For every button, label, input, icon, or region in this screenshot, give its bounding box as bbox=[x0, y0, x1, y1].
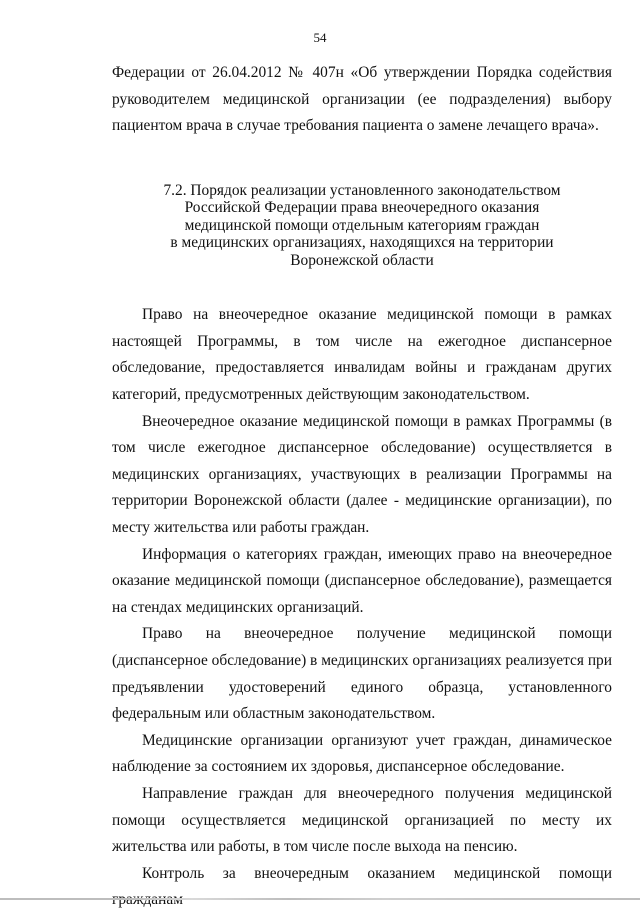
body-paragraph: Направление граждан для внеочередного получения медицинской помощи осуществляется медицинской организацией по месту их жительства или работы, в том числе после выхода на пенсию. bbox=[112, 784, 612, 856]
section-heading-line: Российской Федерации права внеочередного оказания bbox=[184, 199, 540, 217]
body-paragraph: Информация о категориях граждан, имеющих право на внеочередное оказание медицинской помощи (диспансерное обследование), размещается на стендах медицинских организаций. bbox=[112, 545, 612, 616]
section-heading-line: Воронежской области bbox=[290, 251, 434, 269]
body-paragraph: Внеочередное оказание медицинской помощи в рамках Программы (в том числе ежегодное диспансерное обследование) осуществляется в медицинских организациях, участвующих в реализации Программы на территории Воронежской области (далее - медицинские организации), по месту жительства или работы граждан. bbox=[112, 412, 612, 537]
section-heading-line: в медицинских организациях, находящихся на территории bbox=[170, 234, 554, 252]
section-heading-line: 7.2. Порядок реализации установленного законодательством bbox=[163, 181, 561, 199]
body-paragraph: Контроль за внеочередным оказанием медицинской помощи bbox=[142, 864, 612, 882]
page-content bbox=[112, 60, 612, 914]
page-bottom-edge bbox=[0, 898, 640, 900]
page-number: 54 bbox=[313, 30, 327, 45]
section-heading bbox=[112, 182, 612, 270]
body-paragraph: Право на внеочередное получение медицинской помощи (диспансерное обследование) в медицинских организациях реализуется при предъявлении удостоверений единого образца, установленного федеральным или областным законодательством. bbox=[112, 625, 612, 723]
section-heading-line: медицинской помощи отдельным категориям граждан bbox=[184, 216, 540, 234]
body-paragraph: Право на внеочередное оказание медицинской помощи в рамках настоящей Программы, в том числе на ежегодное диспансерное обследование, предоставляется инвалидам войны и гражданам других категорий, предусмотренных действующим законодательством. bbox=[112, 306, 612, 404]
body-paragraph: Медицинские организации организуют учет граждан, динамическое наблюдение за состоянием их здоровья, диспансерное обследование. bbox=[112, 731, 612, 776]
intro-paragraph: Федерации от 26.04.2012 № 407н «Об утверждении Порядка содействия руководителем медицинской организации (ее подразделения) выбору пациентом врача в случае требования пациента о замене лечащего врача». bbox=[112, 64, 612, 135]
